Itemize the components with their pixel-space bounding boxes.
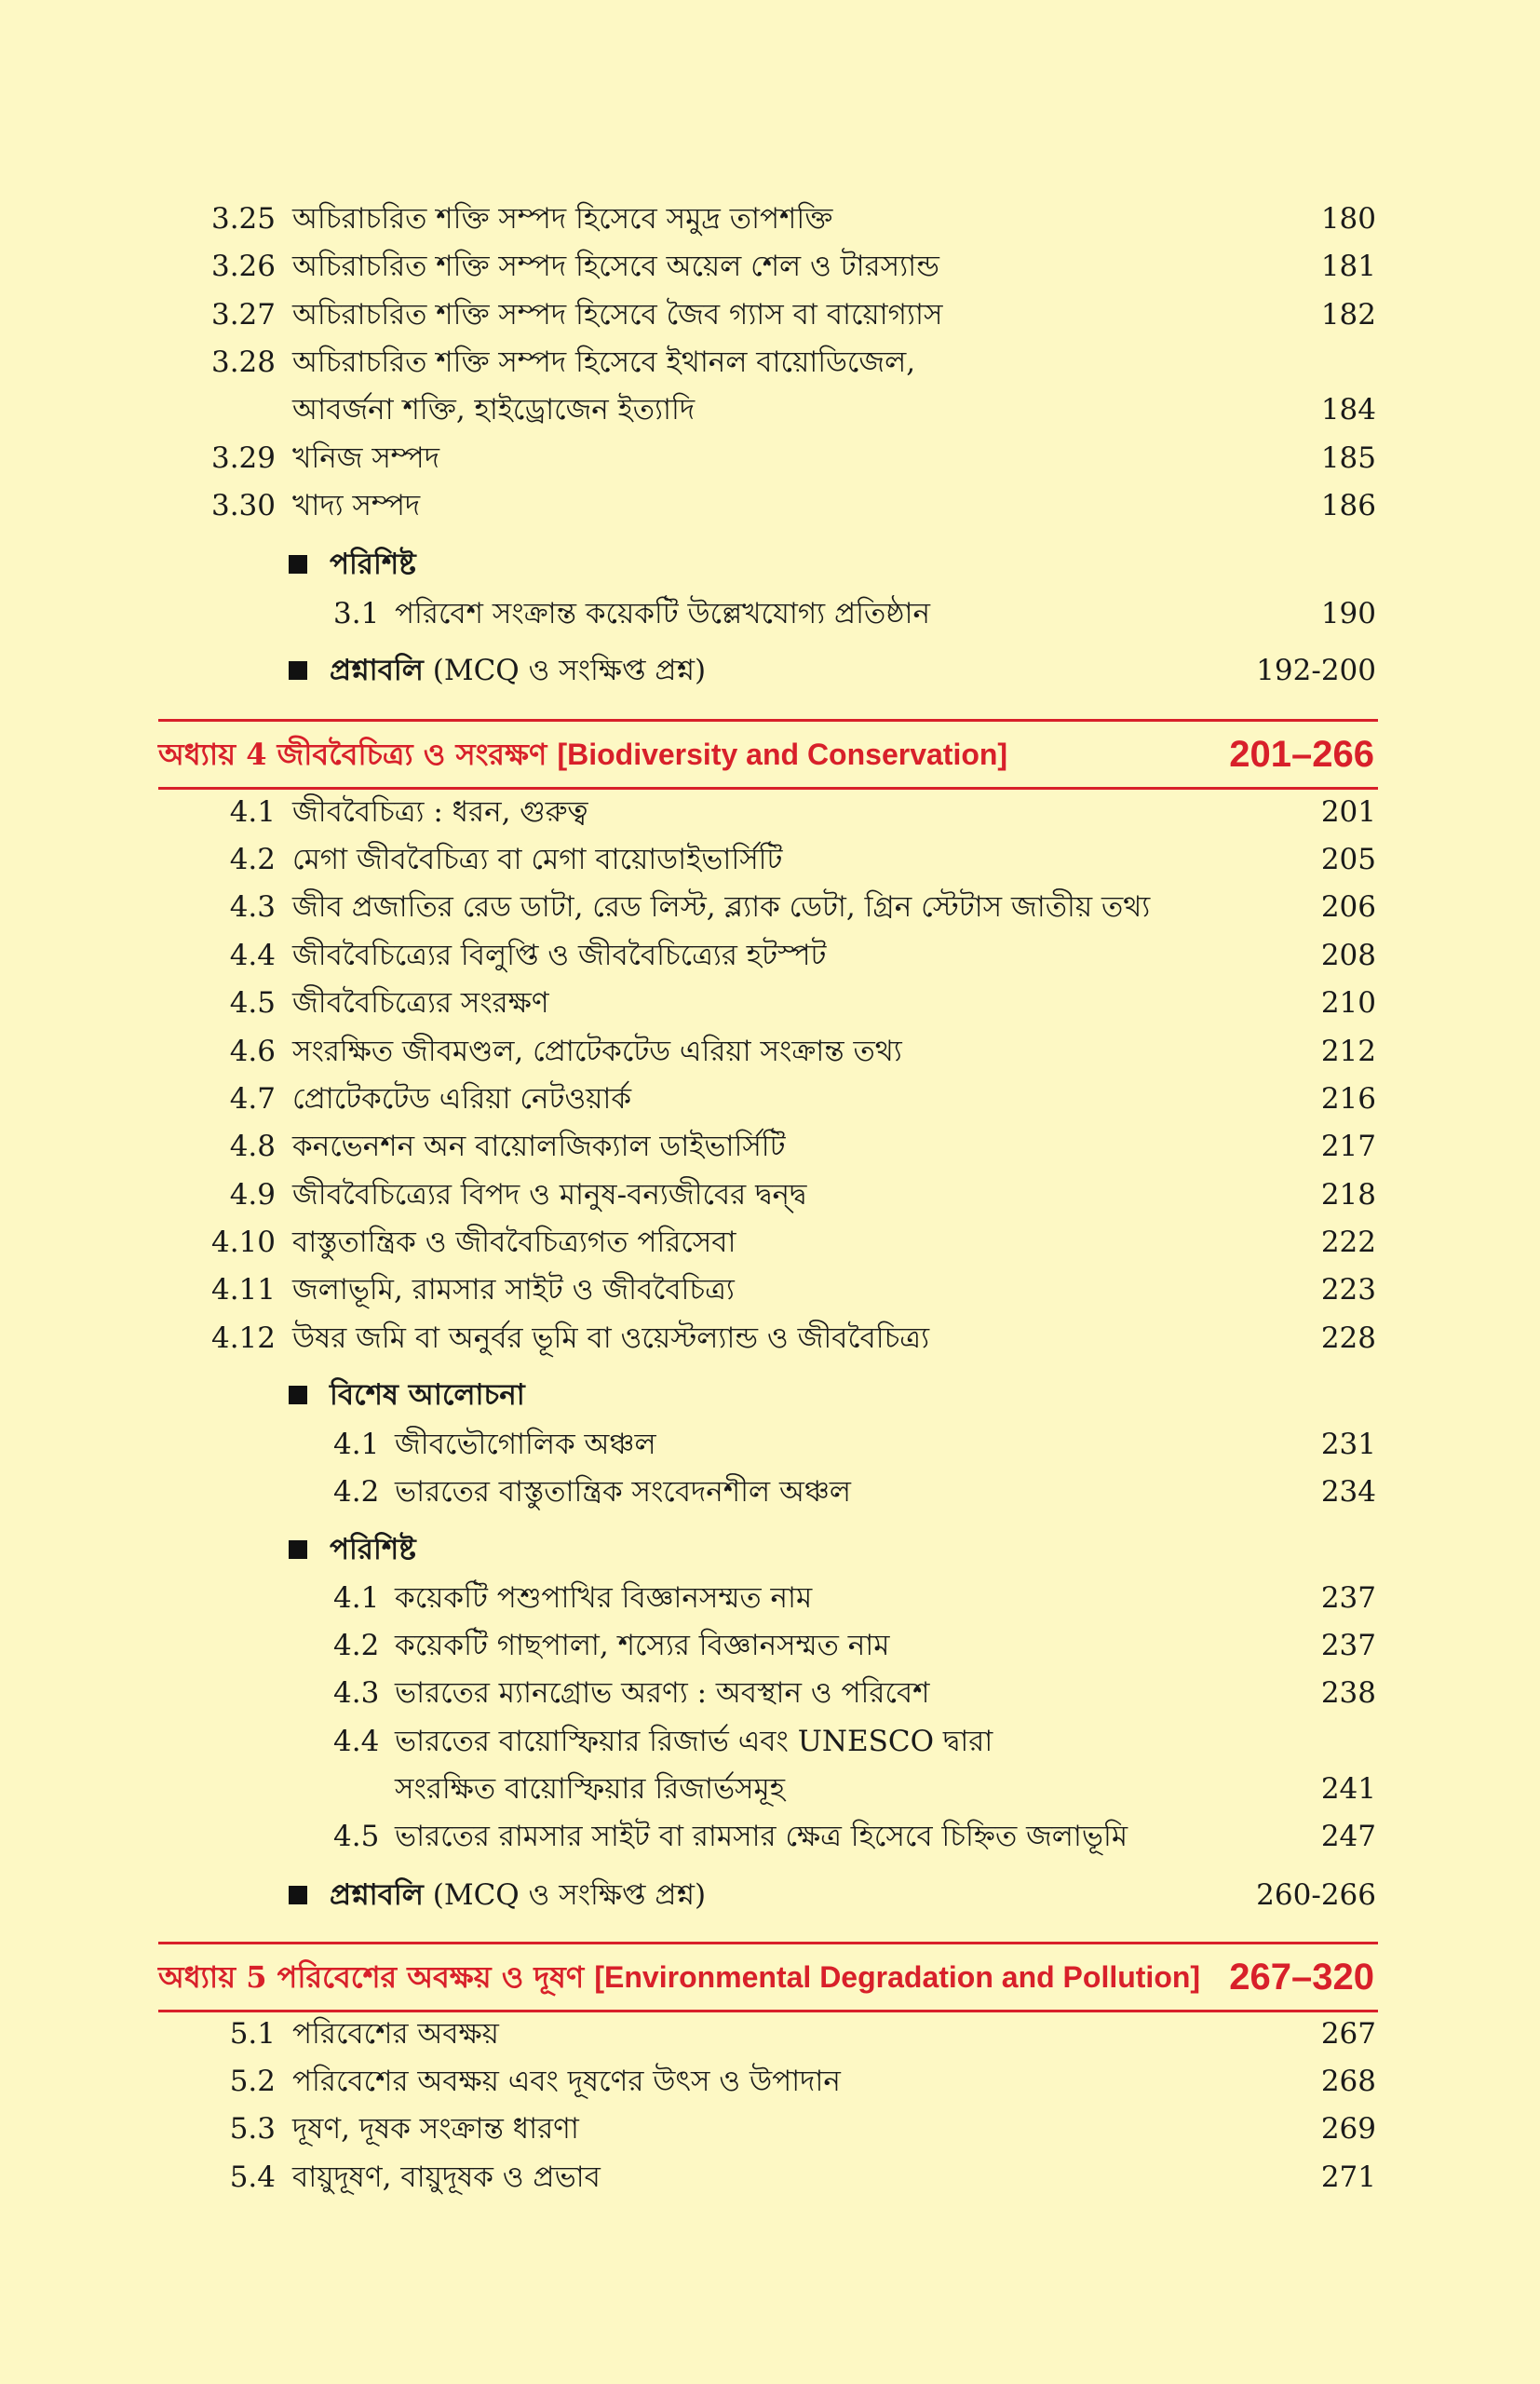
entry-title: বাস্তুতান্ত্রিক ও জীববৈচিত্র্যগত পরিসেবা [292, 1226, 736, 1259]
entry-number: 4.5 [333, 1820, 380, 1853]
entry-title: জীব প্রজাতির রেড ডাটা, রেড লিস্ট, ব্ল্যাক ডেটা, গ্রিন স্টেটাস জাতীয় তথ্য [292, 890, 1151, 924]
toc-entry[interactable] [0, 2153, 1540, 2201]
entry-title: কয়েকটি পশুপাখির বিজ্ঞানসম্মত নাম [395, 1581, 813, 1615]
entry-page: 217 [1320, 1130, 1376, 1163]
entry-number: 4.4 [229, 939, 276, 972]
toc-entry[interactable] [0, 1314, 1540, 1362]
chapter-page-range: 201–266 [1229, 734, 1374, 775]
toc-entry[interactable] [0, 2057, 1540, 2106]
entry-page: 182 [1320, 298, 1376, 332]
toc-entry[interactable] [0, 835, 1540, 884]
entry-number: 4.9 [229, 1178, 276, 1212]
toc-entry[interactable] [0, 242, 1540, 291]
entry-number: 5.4 [229, 2160, 276, 2194]
toc-entry[interactable] [0, 1717, 1540, 1766]
chapter-title-bn: অধ্যায় 4 জীববৈচিত্র্য ও সংরক্ষণ [158, 737, 547, 772]
entry-number: 4.3 [229, 890, 276, 924]
entry-title: ভারতের ম্যানগ্রোভ অরণ্য : অবস্থান ও পরিবেশ [395, 1676, 930, 1710]
questions-bold: প্রশ্নাবলি [330, 1878, 424, 1912]
entry-number: 3.30 [210, 489, 276, 522]
entry-page: 216 [1320, 1082, 1376, 1116]
questions-label [330, 646, 706, 695]
toc-entry[interactable] [0, 1420, 1540, 1469]
toc-entry[interactable] [0, 1122, 1540, 1171]
toc-entry[interactable] [0, 1075, 1540, 1123]
chapter-header[interactable] [158, 719, 1378, 790]
questions-rest: (MCQ ও সংক্ষিপ্ত প্রশ্ন) [432, 1878, 707, 1912]
toc-entry[interactable] [0, 2010, 1540, 2058]
entry-page: 218 [1320, 1178, 1376, 1212]
questions-label [330, 1871, 706, 1919]
toc-entry[interactable] [0, 1669, 1540, 1717]
entry-page: 238 [1320, 1676, 1376, 1710]
section-heading: পরিশিষ্ট [330, 1533, 416, 1566]
entry-page: 237 [1320, 1581, 1376, 1615]
entry-page: 190 [1320, 597, 1376, 630]
square-bullet-icon [289, 555, 307, 574]
entry-number: 4.2 [333, 1475, 380, 1509]
entry-title: জীববৈচিত্র্যের সংরক্ষণ [292, 986, 549, 1020]
entry-title: পরিবেশ সংক্রান্ত কয়েকটি উল্লেখযোগ্য প্রতিষ্ঠান [395, 597, 930, 630]
toc-entry[interactable] [0, 1621, 1540, 1670]
entry-number: 4.10 [210, 1226, 276, 1259]
entry-title: কনভেনশন অন বায়োলজিক্যাল ডাইভার্সিটি [292, 1130, 786, 1163]
toc-entry[interactable] [0, 481, 1540, 530]
chapter-title-bn: অধ্যায় 5 পরিবেশের অবক্ষয় ও দূষণ [158, 1959, 585, 1995]
chapter-title [158, 722, 1007, 787]
entry-title: ভারতের বায়োস্ফিয়ার রিজার্ভ এবং UNESCO দ্বারা [395, 1725, 993, 1758]
entry-page: 247 [1320, 1820, 1376, 1853]
entry-number: 3.27 [210, 298, 276, 332]
toc-entry[interactable] [0, 386, 1540, 434]
toc-entry[interactable] [0, 2105, 1540, 2153]
entry-number: 4.2 [333, 1629, 380, 1662]
entry-title: সংরক্ষিত জীবমণ্ডল, প্রোটেকটেড এরিয়া সংক্রান্ত তথ্য [292, 1035, 902, 1068]
entry-page: 206 [1320, 890, 1376, 924]
questions-bold: প্রশ্নাবলি [330, 654, 424, 687]
entry-number: 4.8 [229, 1130, 276, 1163]
toc-entry[interactable] [0, 1171, 1540, 1219]
entry-page: 208 [1320, 939, 1376, 972]
entry-title: আবর্জনা শক্তি, হাইড্রোজেন ইত্যাদি [292, 393, 696, 427]
entry-title: ভারতের রামসার সাইট বা রামসার ক্ষেত্র হিসেবে চিহ্নিত জলাভূমি [395, 1820, 1128, 1853]
entry-number: 4.1 [333, 1581, 380, 1615]
entry-number: 4.11 [210, 1273, 276, 1307]
entry-title: পরিবেশের অবক্ষয় [292, 2017, 499, 2051]
entry-page: 192-200 [1256, 654, 1376, 687]
appendix-heading [0, 1525, 1540, 1574]
special-discussion-heading [0, 1371, 1540, 1419]
entry-page: 267 [1320, 2017, 1376, 2051]
entry-title: জীববৈচিত্র্য : ধরন, গুরুত্ব [292, 795, 588, 829]
toc-entry[interactable] [0, 1812, 1540, 1861]
entry-page: 271 [1320, 2160, 1376, 2194]
chapter-title-en: [Environmental Degradation and Pollution] [594, 1960, 1201, 1994]
toc-entry[interactable] [0, 434, 1540, 482]
toc-entry[interactable] [0, 291, 1540, 339]
toc-entry[interactable] [0, 1574, 1540, 1622]
entry-page: 231 [1320, 1428, 1376, 1461]
square-bullet-icon [289, 661, 307, 680]
entry-number: 4.12 [210, 1321, 276, 1355]
toc-entry[interactable] [0, 1218, 1540, 1266]
entry-title: উষর জমি বা অনুর্বর ভূমি বা ওয়েস্টল্যান্ড ও জীববৈচিত্র্য [292, 1321, 930, 1355]
entry-title: খাদ্য সম্পদ [292, 489, 421, 522]
entry-page: 180 [1320, 202, 1376, 236]
appendix-heading [0, 540, 1540, 589]
entry-number: 4.6 [229, 1035, 276, 1068]
chapter-title-en: [Biodiversity and Conservation] [557, 738, 1008, 771]
toc-entry[interactable] [0, 979, 1540, 1027]
entry-page: 181 [1320, 250, 1376, 283]
entry-number: 3.29 [210, 441, 276, 475]
square-bullet-icon [289, 1540, 307, 1559]
toc-entry[interactable] [0, 195, 1540, 243]
entry-page: 212 [1320, 1035, 1376, 1068]
entry-number: 4.5 [229, 986, 276, 1020]
entry-number: 4.2 [229, 843, 276, 876]
entry-title: পরিবেশের অবক্ষয় এবং দূষণের উৎস ও উপাদান [292, 2065, 841, 2098]
entry-title: কয়েকটি গাছপালা, শস্যের বিজ্ঞানসম্মত নাম [395, 1629, 890, 1662]
chapter-title [158, 1944, 1200, 2010]
entry-number: 5.1 [229, 2017, 276, 2051]
toc-entry[interactable] [0, 1266, 1540, 1314]
entry-number: 4.1 [229, 795, 276, 829]
entry-number: 5.3 [229, 2112, 276, 2146]
entry-title: সংরক্ষিত বায়োস্ফিয়ার রিজার্ভসমূহ [395, 1772, 786, 1806]
entry-title: অচিরাচরিত শক্তি সম্পদ হিসেবে সমুদ্র তাপশক্তি [292, 202, 833, 236]
entry-page: 269 [1320, 2112, 1376, 2146]
entry-number: 3.28 [210, 345, 276, 379]
toc-entry[interactable] [0, 1765, 1540, 1813]
entry-title: বায়ুদূষণ, বায়ুদূষক ও প্রভাব [292, 2160, 601, 2194]
entry-title: প্রোটেকটেড এরিয়া নেটওয়ার্ক [292, 1082, 632, 1116]
entry-page: 210 [1320, 986, 1376, 1020]
toc-entry[interactable] [0, 883, 1540, 931]
entry-title: দূষণ, দূষক সংক্রান্ত ধারণা [292, 2112, 579, 2146]
entry-title: জীববৈচিত্র্যের বিপদ ও মানুষ-বন্যজীবের দ্বন্দ্ব [292, 1178, 807, 1212]
entry-title: খনিজ সম্পদ [292, 441, 440, 475]
chapter-header[interactable] [158, 1942, 1378, 2012]
entry-page: 186 [1320, 489, 1376, 522]
toc-entry[interactable] [0, 589, 1540, 638]
entry-page: 237 [1320, 1629, 1376, 1662]
entry-title: জলাভূমি, রামসার সাইট ও জীববৈচিত্র্য [292, 1273, 735, 1307]
toc-entry[interactable] [0, 1027, 1540, 1076]
toc-entry[interactable] [0, 1468, 1540, 1516]
entry-page: 185 [1320, 441, 1376, 475]
entry-page: 184 [1320, 393, 1376, 427]
entry-number: 3.25 [210, 202, 276, 236]
toc-entry[interactable] [0, 338, 1540, 386]
toc-entry[interactable] [0, 788, 1540, 836]
entry-title: জীবভৌগোলিক অঞ্চল [395, 1428, 656, 1461]
entry-title: ভারতের বাস্তুতান্ত্রিক সংবেদনশীল অঞ্চল [395, 1475, 852, 1509]
entry-page: 222 [1320, 1226, 1376, 1259]
entry-title: জীববৈচিত্র্যের বিলুপ্তি ও জীববৈচিত্র্যের হটস্পট [292, 939, 827, 972]
entry-page: 201 [1320, 795, 1376, 829]
entry-number: 4.1 [333, 1428, 380, 1461]
entry-page: 260-266 [1256, 1878, 1376, 1912]
entry-title: অচিরাচরিত শক্তি সম্পদ হিসেবে অয়েল শেল ও টারস্যান্ড [292, 250, 939, 283]
entry-number: 5.2 [229, 2065, 276, 2098]
entry-number: 4.4 [333, 1725, 380, 1758]
entry-page: 205 [1320, 843, 1376, 876]
entry-number: 3.26 [210, 250, 276, 283]
entry-page: 228 [1320, 1321, 1376, 1355]
entry-number: 4.3 [333, 1676, 380, 1710]
toc-entry[interactable] [0, 931, 1540, 980]
entry-page: 234 [1320, 1475, 1376, 1509]
entry-page: 223 [1320, 1273, 1376, 1307]
section-heading: পরিশিষ্ট [330, 548, 416, 581]
entry-page: 268 [1320, 2065, 1376, 2098]
questions-entry[interactable] [0, 1871, 1540, 1919]
entry-number: 3.1 [333, 597, 380, 630]
chapter-page-range: 267–320 [1229, 1957, 1374, 1998]
entry-title: মেগা জীববৈচিত্র্য বা মেগা বায়োডাইভার্সিটি [292, 843, 783, 876]
entry-number: 4.7 [229, 1082, 276, 1116]
section-heading: বিশেষ আলোচনা [330, 1378, 525, 1412]
questions-rest: (MCQ ও সংক্ষিপ্ত প্রশ্ন) [432, 654, 707, 687]
entry-page: 241 [1320, 1772, 1376, 1806]
entry-title: অচিরাচরিত শক্তি সম্পদ হিসেবে জৈব গ্যাস বা বায়োগ্যাস [292, 298, 943, 332]
questions-entry[interactable] [0, 646, 1540, 695]
square-bullet-icon [289, 1386, 307, 1404]
entry-title: অচিরাচরিত শক্তি সম্পদ হিসেবে ইথানল বায়োডিজেল, [292, 345, 916, 379]
square-bullet-icon [289, 1886, 307, 1904]
